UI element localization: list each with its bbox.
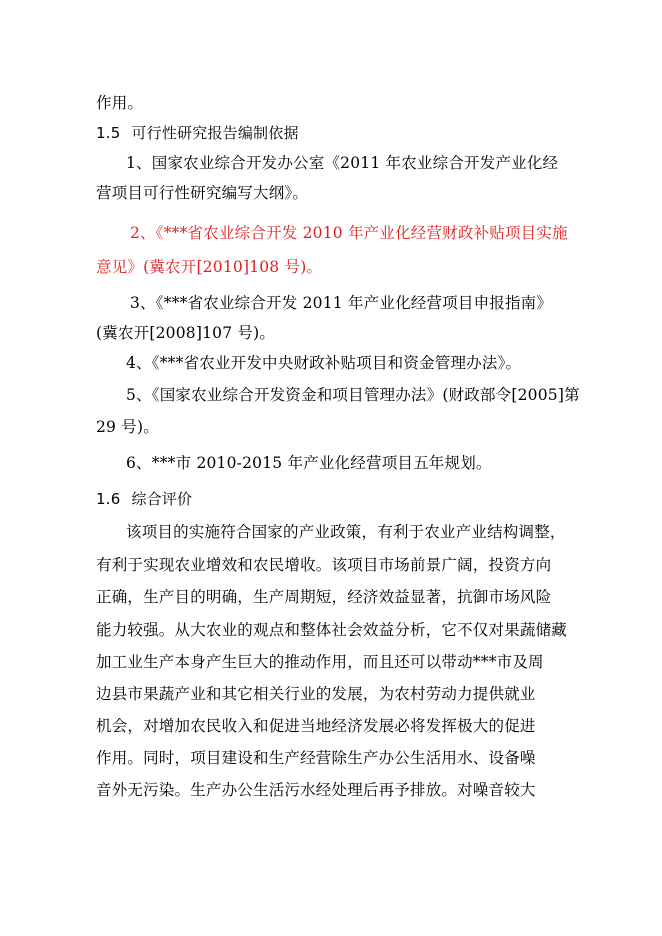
reference-6: 6、***市 2010-2015 年产业化经营项目五年规划。 [126, 454, 492, 472]
reference-5-line-1: 5、《国家农业综合开发资金和项目管理办法》(财政部令[2005]第 [126, 386, 580, 404]
evaluation-line: 边县市果蔬产业和其它相关行业的发展，为农村劳动力提供就业 [96, 685, 536, 703]
reference-5-line-2: 29 号)。 [96, 418, 159, 436]
section-number: 1.5 [96, 124, 121, 142]
continuation-text: 作用。 [96, 94, 144, 112]
reference-1-line-2: 营项目可行性研究编写大纲》。 [96, 184, 309, 202]
evaluation-line: 作用。同时，项目建设和生产经营除生产办公生活用水、设备噪 [96, 749, 536, 767]
reference-4: 4、《***省农业开发中央财政补贴项目和资金管理办法》。 [126, 354, 522, 372]
reference-1-line-1: 1、国家农业综合开发办公室《2011 年农业综合开发产业化经 [126, 154, 559, 172]
evaluation-line: 机会，对增加农民收入和促进当地经济发展必将发挥极大的促进 [96, 717, 536, 735]
reference-2-line-1: 2、《***省农业综合开发 2010 年产业化经营财政补贴项目实施 [130, 224, 568, 242]
section-number: 1.6 [96, 490, 121, 508]
reference-2-line-2: 意见》(冀农开[2010]108 号)。 [96, 258, 323, 276]
section-title: 可行性研究报告编制依据 [131, 124, 299, 142]
reference-3-line-2: (冀农开[2008]107 号)。 [96, 324, 276, 342]
evaluation-line: 能力较强。从大农业的观点和整体社会效益分析，它不仅对果蔬储藏 [96, 621, 568, 639]
evaluation-line: 正确，生产目的明确，生产周期短，经济效益显著，抗御市场风险 [96, 588, 552, 606]
evaluation-line: 该项目的实施符合国家的产业政策，有利于农业产业结构调整， [126, 523, 566, 541]
section-title: 综合评价 [131, 490, 193, 508]
section-heading-1-5 [96, 123, 299, 143]
section-heading-1-6 [96, 489, 192, 509]
reference-3-line-1: 3、《***省农业综合开发 2011 年产业化经营项目申报指南》 [130, 294, 553, 312]
evaluation-line: 加工业生产本身产生巨大的推动作用，而且还可以带动***市及周 [96, 653, 544, 671]
evaluation-line: 有利于实现农业增效和农民增收。该项目市场前景广阔，投资方向 [96, 556, 552, 574]
evaluation-line: 音外无污染。生产办公生活污水经处理后再予排放。对噪音较大 [96, 781, 536, 799]
